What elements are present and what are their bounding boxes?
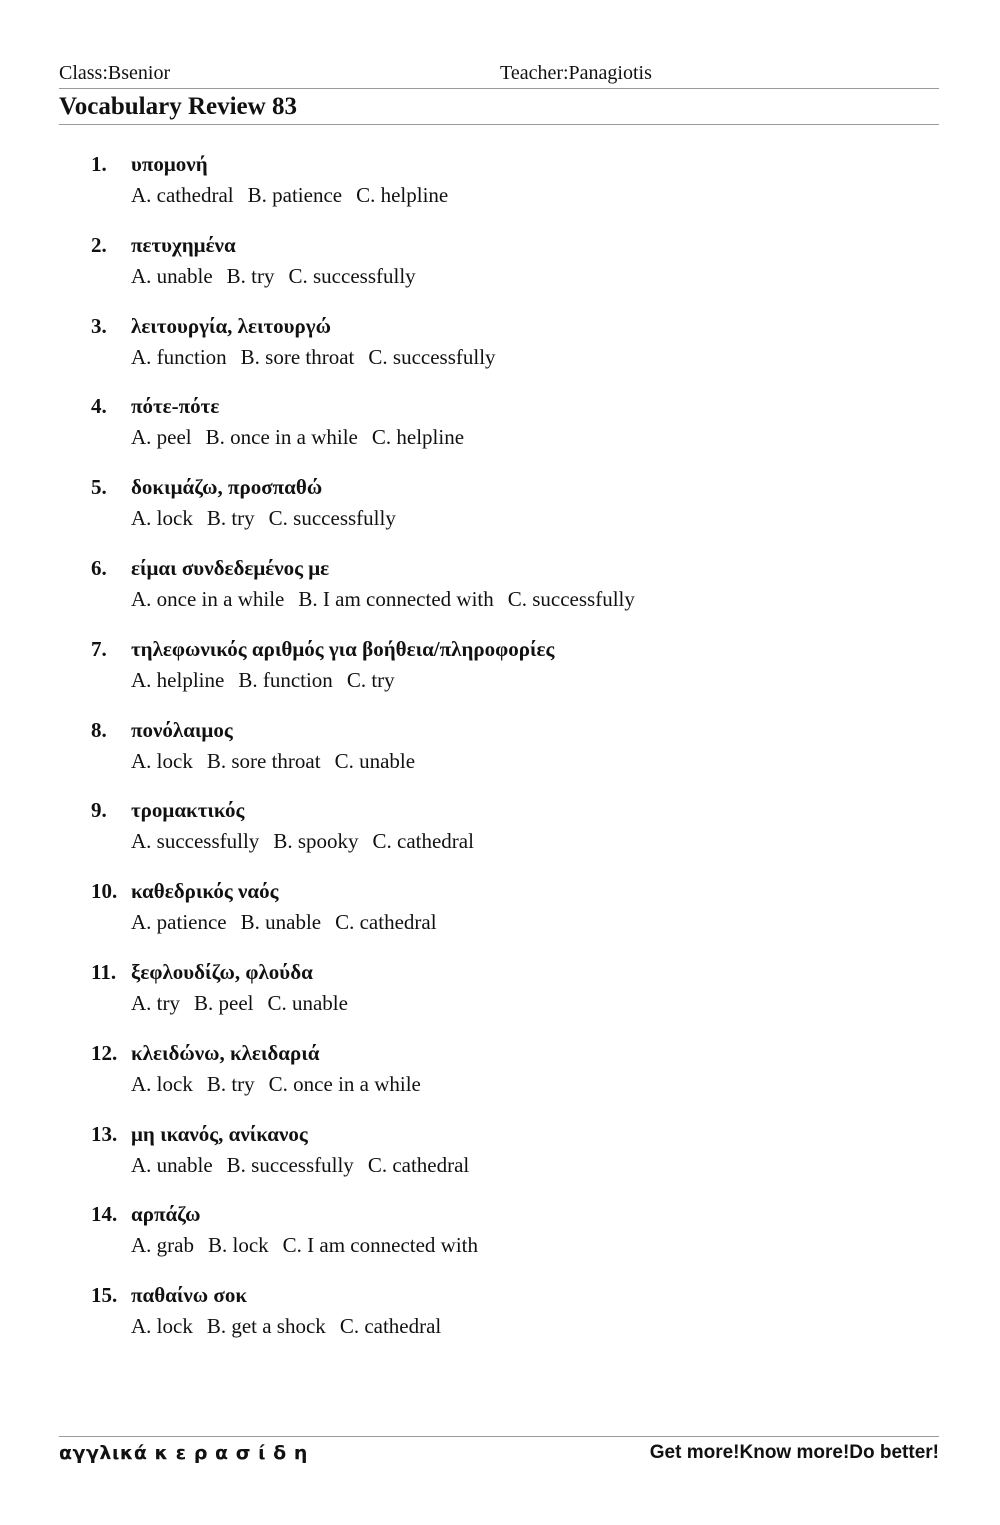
question-number: 7. [91, 637, 107, 661]
answer-option[interactable]: A. successfully [131, 829, 260, 853]
answer-option[interactable]: B. try [206, 1072, 255, 1096]
question-item [0, 798, 1000, 868]
answer-option[interactable]: C. cathedral [335, 910, 437, 934]
question-item [0, 1283, 1000, 1353]
answer-option[interactable]: A. patience [131, 910, 227, 934]
question-word: πετυχημένα [131, 233, 236, 257]
question-item [0, 1122, 1000, 1192]
answer-option[interactable]: A. try [131, 991, 180, 1015]
answer-option[interactable]: A. unable [131, 1153, 213, 1177]
answer-option[interactable]: B. try [226, 264, 275, 288]
question-number: 4. [91, 394, 107, 418]
question-word: τηλεφωνικός αριθμός για βοήθεια/πληροφορίες [131, 637, 555, 661]
footer-divider [59, 1436, 939, 1437]
question-number: 6. [91, 556, 107, 580]
answer-option[interactable]: A. once in a while [131, 587, 285, 611]
question-item [0, 233, 1000, 303]
answer-options [131, 264, 430, 289]
question-item [0, 556, 1000, 626]
question-word: λειτουργία, λειτουργώ [131, 314, 331, 338]
footer-brand: αγγλικά κ ε ρ α σ ί δ η [59, 1442, 308, 1464]
question-item [0, 718, 1000, 788]
question-number: 15. [91, 1283, 118, 1307]
answer-option[interactable]: A. function [131, 345, 227, 369]
question-number: 13. [91, 1122, 118, 1146]
question-number: 9. [91, 798, 107, 822]
answer-option[interactable]: A. lock [131, 506, 193, 530]
answer-option[interactable]: C. unable [267, 991, 348, 1015]
question-item [0, 637, 1000, 707]
answer-option[interactable]: C. successfully [507, 587, 635, 611]
answer-options [131, 587, 649, 612]
answer-option[interactable]: B. spooky [273, 829, 359, 853]
header-divider [59, 88, 939, 89]
question-word: ξεφλουδίζω, φλούδα [131, 960, 313, 984]
answer-option[interactable]: C. helpline [371, 425, 465, 449]
title-divider [59, 124, 939, 125]
answer-option[interactable]: B. sore throat [206, 749, 321, 773]
answer-option[interactable]: C. I am connected with [282, 1233, 479, 1257]
answer-option[interactable]: B. I am connected with [298, 587, 494, 611]
question-number: 10. [91, 879, 118, 903]
question-number: 8. [91, 718, 107, 742]
answer-option[interactable]: C. cathedral [367, 1153, 470, 1177]
question-word: πότε-πότε [131, 394, 220, 418]
question-word: είμαι συνδεδεμένος με [131, 556, 330, 580]
question-number: 5. [91, 475, 107, 499]
answer-option[interactable]: B. function [238, 668, 333, 692]
question-word: δοκιμάζω, προσπαθώ [131, 475, 323, 499]
question-number: 1. [91, 152, 107, 176]
answer-option[interactable]: B. patience [247, 183, 343, 207]
answer-option[interactable]: A. helpline [131, 668, 225, 692]
answer-option[interactable]: C. successfully [368, 345, 496, 369]
answer-option[interactable]: A. lock [131, 1314, 193, 1338]
question-item [0, 879, 1000, 949]
answer-option[interactable]: A. peel [131, 425, 192, 449]
question-item [0, 152, 1000, 222]
answer-option[interactable]: B. try [206, 506, 255, 530]
question-number: 3. [91, 314, 107, 338]
question-word: πονόλαιμος [131, 718, 233, 742]
answer-option[interactable]: A. lock [131, 1072, 193, 1096]
answer-options [131, 425, 478, 450]
answer-option[interactable]: A. lock [131, 749, 193, 773]
answer-options [131, 910, 451, 935]
page-title: Vocabulary Review 83 [59, 93, 297, 120]
answer-option[interactable]: B. sore throat [240, 345, 355, 369]
worksheet-header [59, 62, 939, 88]
answer-option[interactable]: B. successfully [226, 1153, 354, 1177]
answer-option[interactable]: C. once in a while [268, 1072, 421, 1096]
question-item [0, 314, 1000, 384]
question-item [0, 960, 1000, 1030]
answer-options [131, 1233, 492, 1258]
teacher-label: Teacher:Panagiotis [500, 62, 652, 84]
answer-option[interactable]: C. cathedral [372, 829, 474, 853]
question-word: κλειδώνω, κλειδαριά [131, 1041, 320, 1065]
question-item [0, 475, 1000, 545]
answer-options [131, 345, 510, 370]
answer-option[interactable]: B. unable [240, 910, 322, 934]
answer-options [131, 991, 362, 1016]
answer-option[interactable]: C. try [346, 668, 395, 692]
answer-option[interactable]: B. lock [207, 1233, 269, 1257]
question-item [0, 1202, 1000, 1272]
question-word: παθαίνω σοκ [131, 1283, 247, 1307]
class-label: Class:Bsenior [59, 62, 171, 84]
question-word: μη ικανός, ανίκανος [131, 1122, 308, 1146]
question-word: υπομονή [131, 152, 208, 176]
question-word: καθεδρικός ναός [131, 879, 279, 903]
answer-options [131, 1072, 435, 1097]
answer-options [131, 749, 429, 774]
answer-option[interactable]: C. successfully [268, 506, 396, 530]
answer-options [131, 506, 410, 531]
answer-option[interactable]: A. unable [131, 264, 213, 288]
answer-option[interactable]: B. once in a while [205, 425, 358, 449]
answer-options [131, 1314, 455, 1339]
question-number: 14. [91, 1202, 118, 1226]
answer-option[interactable]: C. successfully [288, 264, 416, 288]
question-number: 2. [91, 233, 107, 257]
question-number: 12. [91, 1041, 118, 1065]
question-item [0, 1041, 1000, 1111]
answer-option[interactable]: C. cathedral [339, 1314, 442, 1338]
answer-options [131, 183, 462, 208]
question-word: τρομακτικός [131, 798, 245, 822]
answer-option[interactable]: A. grab [131, 1233, 194, 1257]
answer-option[interactable]: B. get a shock [206, 1314, 326, 1338]
question-number: 11. [91, 960, 117, 984]
footer-slogan: Get more!Know more!Do better! [649, 1442, 939, 1463]
question-item [0, 394, 1000, 464]
answer-options [131, 1153, 483, 1178]
answer-option[interactable]: A. cathedral [131, 183, 234, 207]
answer-options [131, 829, 488, 854]
answer-options [131, 668, 409, 693]
question-word: αρπάζω [131, 1202, 201, 1226]
answer-option[interactable]: C. helpline [356, 183, 449, 207]
answer-option[interactable]: C. unable [334, 749, 416, 773]
answer-option[interactable]: B. peel [194, 991, 254, 1015]
